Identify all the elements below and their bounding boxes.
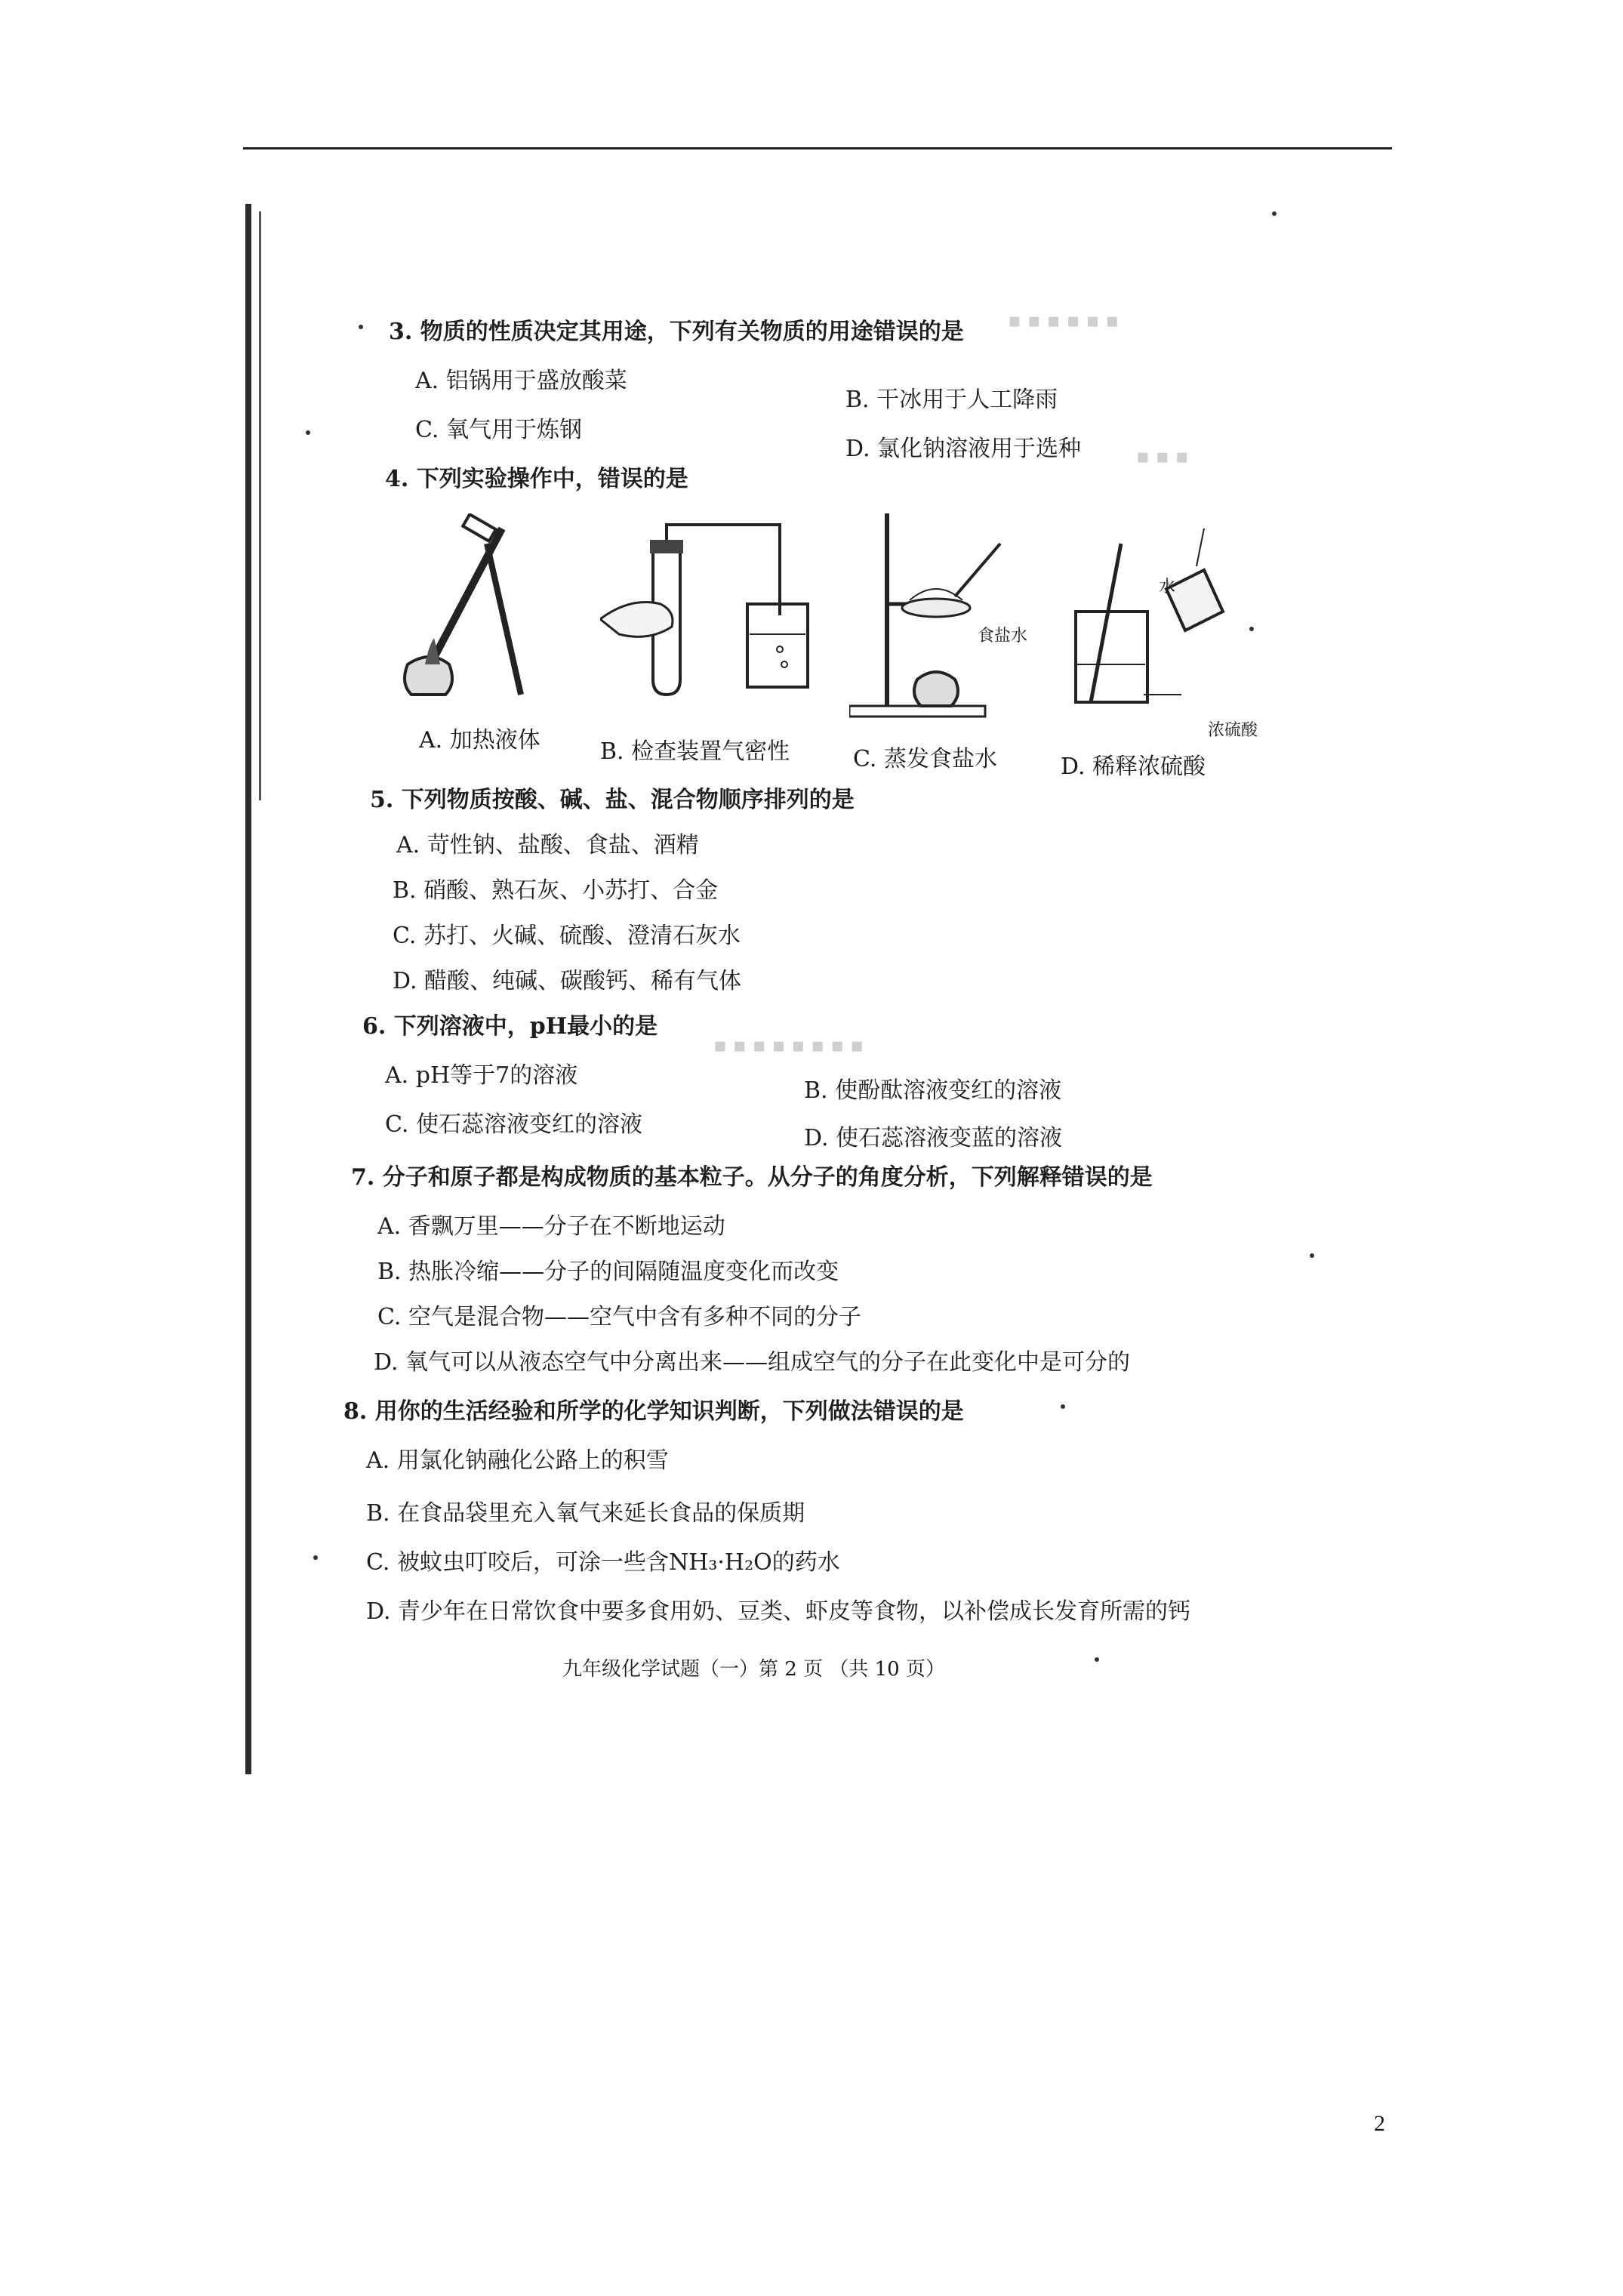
- q6-option-a: A. pH等于7的溶液: [385, 1062, 578, 1089]
- q4-option-c: C. 蒸发食盐水: [853, 746, 997, 772]
- label-water: 水: [1159, 578, 1176, 596]
- figure-evaporating-salt-water: [849, 513, 1038, 725]
- q8-option-c: C. 被蚊虫叮咬后，可涂一些含NH₃·H₂O的药水: [366, 1549, 840, 1576]
- page-footer: 九年级化学试题（一）第 2 页 （共 10 页）: [562, 1658, 945, 1681]
- q6-option-c: C. 使石蕊溶液变红的溶液: [385, 1111, 642, 1138]
- q6-option-d: D. 使石蕊溶液变蓝的溶液: [804, 1125, 1063, 1151]
- scan-speck: [313, 1555, 318, 1560]
- scan-speck: [1095, 1657, 1099, 1662]
- q5-option-b: B. 硝酸、熟石灰、小苏打、合金: [393, 877, 719, 904]
- q5-stem: 5. 下列物质按酸、碱、盐、混合物顺序排列的是: [370, 787, 855, 813]
- q6-stem: 6. 下列溶液中，pH最小的是: [362, 1013, 658, 1040]
- figure-airtightness-check: [600, 513, 812, 710]
- page-number: 2: [1374, 2111, 1385, 2136]
- bleed-through: ▪ ▪ ▪ ▪ ▪ ▪ ▪ ▪: [713, 1034, 864, 1057]
- scan-edge: [245, 204, 251, 1774]
- q3-option-d: D. 氯化钠溶液用于选种: [845, 436, 1082, 462]
- q7-option-b: B. 热胀冷缩——分子的间隔随温度变化而改变: [377, 1259, 839, 1285]
- q4-option-d: D. 稀释浓硫酸: [1061, 754, 1206, 780]
- figure-heating-liquid: [396, 513, 532, 710]
- q6-option-b: B. 使酚酞溶液变红的溶液: [804, 1077, 1062, 1104]
- scan-speck: [1272, 211, 1277, 216]
- q3-stem: 3. 物质的性质决定其用途，下列有关物质的用途错误的是: [389, 319, 964, 345]
- label-conc-acid: 浓硫酸: [1208, 721, 1258, 740]
- q4-option-a: A. 加热液体: [419, 727, 540, 754]
- q7-stem: 7. 分子和原子都是构成物质的基本粒子。从分子的角度分析，下列解释错误的是: [351, 1164, 1153, 1191]
- q3-option-b: B. 干冰用于人工降雨: [845, 387, 1058, 413]
- q5-option-d: D. 醋酸、纯碱、碳酸钙、稀有气体: [393, 968, 742, 994]
- q3-option-a: A. 铝锅用于盛放酸菜: [415, 368, 627, 394]
- header-rule: [243, 147, 1392, 149]
- q8-stem: 8. 用你的生活经验和所学的化学知识判断，下列做法错误的是: [343, 1398, 964, 1425]
- scan-speck: [359, 325, 363, 329]
- q3-option-c: C. 氧气用于炼钢: [415, 417, 582, 443]
- q5-option-a: A. 苛性钠、盐酸、食盐、酒精: [396, 832, 699, 858]
- q4-stem: 4. 下列实验操作中，错误的是: [385, 466, 688, 492]
- scan-speck: [1249, 627, 1254, 631]
- scan-speck: [1061, 1404, 1065, 1409]
- figure-diluting-acid: [1061, 513, 1234, 725]
- bleed-through: ▪ ▪ ▪: [1136, 445, 1189, 468]
- scan-speck: [306, 430, 310, 435]
- q7-option-a: A. 香飘万里——分子在不断地运动: [377, 1213, 725, 1240]
- scan-speck: [1310, 1253, 1314, 1258]
- q4-option-b: B. 检查装置气密性: [600, 738, 790, 765]
- bleed-through: ▪ ▪ ▪ ▪ ▪ ▪: [1008, 310, 1119, 332]
- q8-option-d: D. 青少年在日常饮食中要多食用奶、豆类、虾皮等食物，以补偿成长发育所需的钙: [366, 1598, 1191, 1625]
- scanned-page: [245, 204, 1280, 1774]
- q8-option-b: B. 在食品袋里充入氧气来延长食品的保质期: [366, 1500, 805, 1527]
- q5-option-c: C. 苏打、火碱、硫酸、澄清石灰水: [393, 923, 741, 949]
- label-salt-water: 食盐水: [978, 627, 1028, 646]
- q7-option-c: C. 空气是混合物——空气中含有多种不同的分子: [377, 1304, 861, 1330]
- scan-edge-line: [259, 211, 261, 800]
- q8-option-a: A. 用氯化钠融化公路上的积雪: [366, 1447, 669, 1474]
- q7-option-d: D. 氧气可以从液态空气中分离出来——组成空气的分子在此变化中是可分的: [374, 1349, 1131, 1376]
